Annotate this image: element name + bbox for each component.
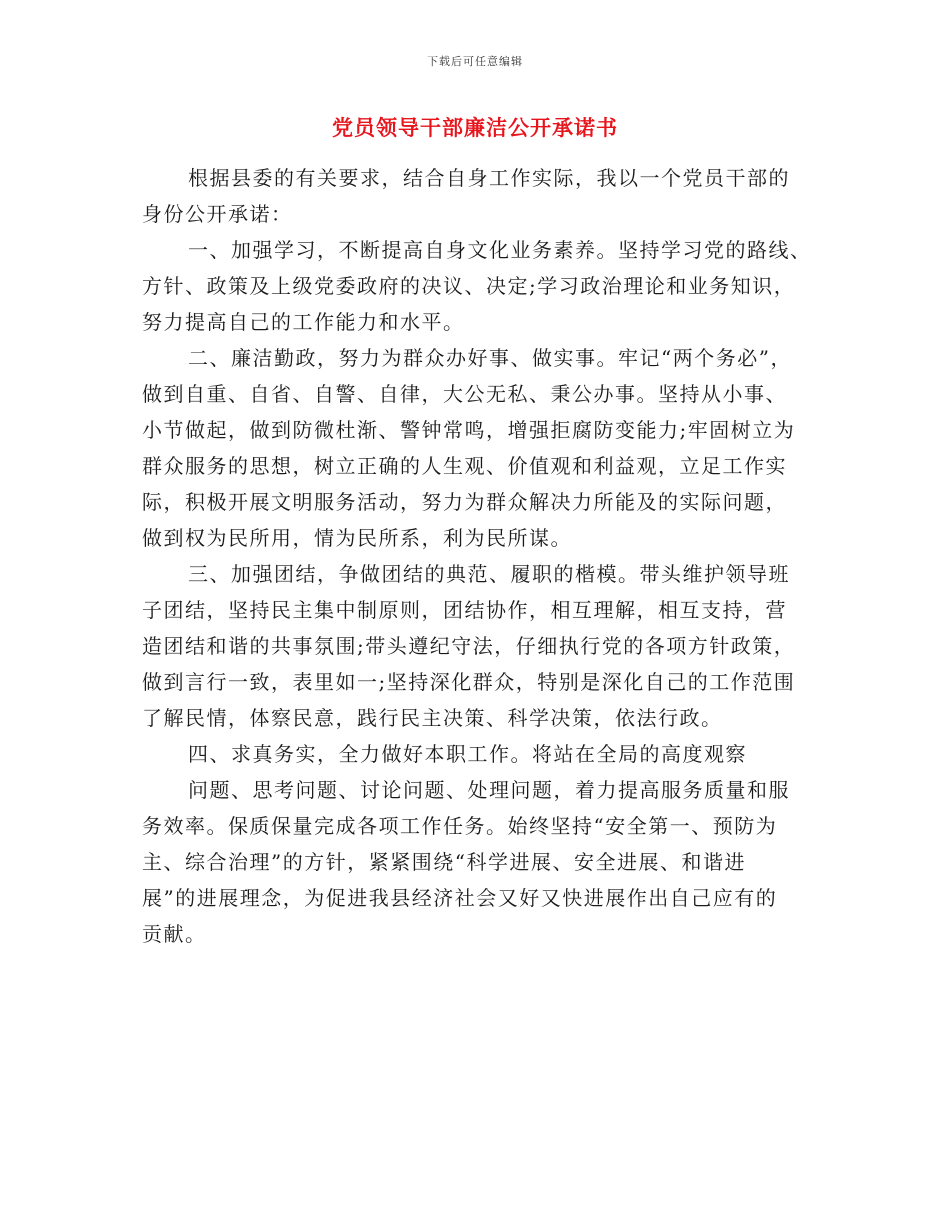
body-line: 根据县委的有关要求，结合自身工作实际，我以一个党员干部的 — [188, 166, 790, 190]
body-line: 一、加强学习，不断提高自身文化业务素养。坚持学习党的路线、 — [188, 238, 812, 262]
body-line: 际，积极开展文明服务活动，努力为群众解决力所能及的实际问题， — [142, 490, 787, 514]
document-body — [142, 160, 832, 952]
body-line: 主、综合治理”的方针，紧紧围绕“科学进展、安全进展、和谐进 — [142, 850, 746, 874]
body-line: 二、廉洁勤政，努力为群众办好事、做实事。牢记“两个务必”， — [188, 346, 792, 370]
body-line: 展”的进展理念，为促进我县经济社会又好又快进展作出自己应有的 — [142, 886, 778, 910]
body-line: 努力提高自己的工作能力和水平。 — [142, 310, 465, 334]
body-line: 四、求真务实，全力做好本职工作。将站在全局的高度观察 — [188, 742, 747, 766]
body-line: 小节做起，做到防微杜渐、警钟常鸣，增强拒腐防变能力;牢固树立为 — [142, 418, 796, 442]
body-line: 身份公开承诺： — [142, 202, 293, 226]
body-line: 造团结和谐的共事氛围;带头遵纪守法，仔细执行党的各项方针政策， — [142, 634, 796, 658]
body-line: 做到言行一致，表里如一;坚持深化群众，特别是深化自己的工作范围 — [142, 670, 796, 694]
body-line: 群众服务的思想，树立正确的人生观、价值观和利益观，立足工作实 — [142, 454, 787, 478]
body-line: 做到自重、自省、自警、自律，大公无私、秉公办事。坚持从小事、 — [142, 382, 787, 406]
body-line: 了解民情，体察民意，践行民主决策、科学决策，依法行政。 — [142, 706, 723, 730]
body-line: 问题、思考问题、讨论问题、处理问题，着力提高服务质量和服 — [188, 778, 790, 802]
body-line: 子团结，坚持民主集中制原则，团结协作，相互理解，相互支持，营 — [142, 598, 787, 622]
page-header-note: 下载后可任意编辑 — [427, 55, 523, 68]
body-line: 做到权为民所用，情为民所系，利为民所谋。 — [142, 526, 572, 550]
body-line: 务效率。保质保量完成各项工作任务。始终坚持“安全第一、预防为 — [142, 814, 778, 838]
body-line: 三、加强团结，争做团结的典范、履职的楷模。带头维护领导班 — [188, 562, 790, 586]
body-line: 贡献。 — [142, 922, 207, 946]
document-title: 党员领导干部廉洁公开承诺书 — [332, 115, 618, 140]
body-line: 方针、政策及上级党委政府的决议、决定;学习政治理论和业务知识， — [142, 274, 796, 298]
